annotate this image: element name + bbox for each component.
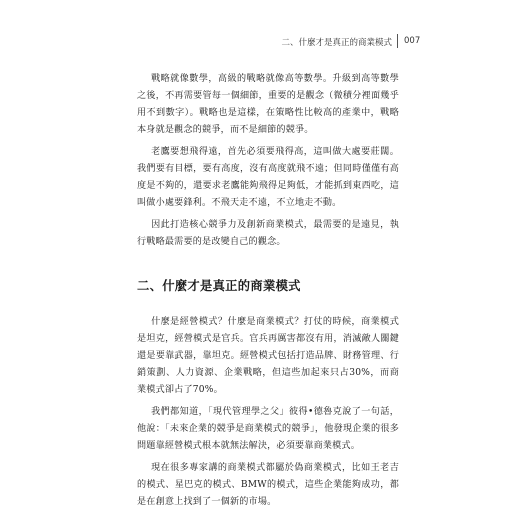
section-heading: 二、什麼才是真正的商業模式: [137, 279, 301, 293]
running-header-chapter-title: 二、什麼才是真正的商業模式: [281, 38, 392, 48]
page-number: 007: [404, 36, 421, 46]
page-body: [137, 71, 399, 511]
body-paragraph: 老鷹要想飛得遠，首先必須要飛得高，這叫做大處要莊闊。我們要有目標，要有高度，沒有高度就飛不遠；但同時僅僅有高度是不夠的，還要求老鷹能夠飛得足夠低，才能抓到東西吃，這叫做小處要鋒利。不飛天走不遠，不立地走不動。: [137, 147, 399, 208]
body-paragraph: 戰略就像數學，高級的戰略就像高等數學。升級到高等數學之後，不再需要管每一個細節，重要的是觀念（微積分裡面幾乎用不到數字）。戰略也是這樣，在策略性比較高的產業中，戰略本身就是觀念的競爭，而不是細節的競爭。: [137, 74, 399, 135]
body-paragraph: 我們都知道，「現代管理學之父」彼得•德魯克說了一句話，他說：「未來企業的競爭是商業模式的競爭」，他發現企業的很多問題靠經營模式根本就無法解決，必須要靠商業模式。: [137, 407, 399, 451]
body-paragraph: 現在很多專家講的商業模式都屬於偽商業模式，比如王老吉的模式、星巴克的模式、BMW的模式，這些企業能夠成功，都是在創意上找到了一個新的市場。: [137, 463, 399, 507]
header-divider: [397, 34, 398, 48]
running-header: [0, 36, 520, 50]
body-paragraph: 什麼是經營模式？什麼是商業模式？打仗的時候，商業模式是坦克，經營模式是官兵。官兵再厲害都沒有用，消滅敵人關鍵還是要靠武器，靠坦克。經營模式包括打造品牌、財務管理、行銷策劃、人力資源、企業戰略，但這些加起來只占30%，而商業模式卻占了70%。: [137, 317, 399, 395]
body-paragraph: 因此打造核心競爭力及創新商業模式，最需要的是遠見，執行戰略最需要的是改變自己的觀念。: [137, 220, 399, 247]
